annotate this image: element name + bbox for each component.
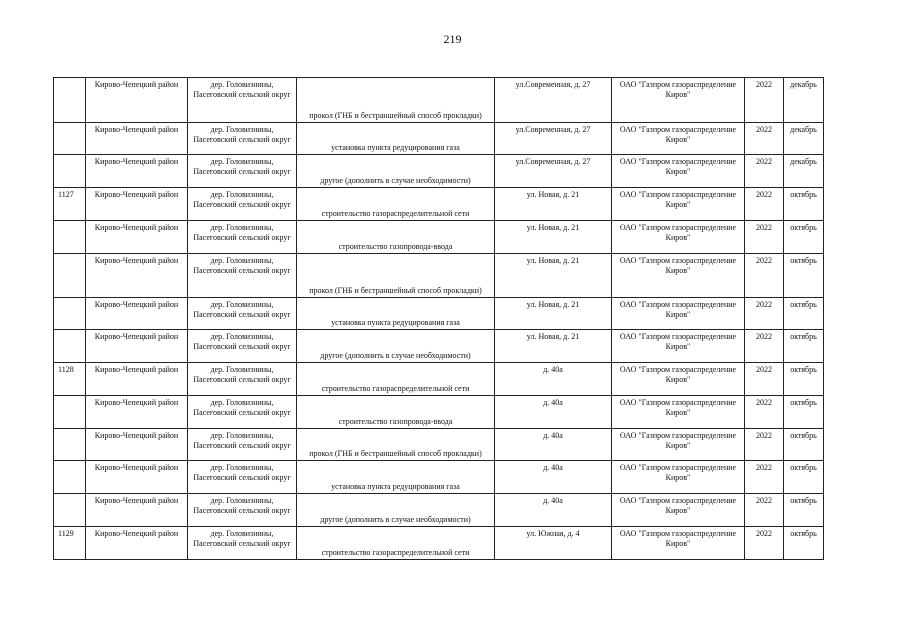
table-row	[54, 363, 824, 396]
organization-text: ОАО "Газпром газораспределение	[619, 463, 737, 472]
locality-text: Пасеговский сельский округ	[193, 539, 291, 548]
row-number-cell	[54, 78, 86, 123]
month-cell	[784, 221, 824, 254]
locality-cell	[188, 155, 297, 188]
address-text: ул. Новая, д. 21	[526, 332, 580, 341]
table-row	[54, 396, 824, 429]
district-cell	[86, 254, 188, 298]
district-cell	[86, 188, 188, 221]
work-type-text: прокол (ГНБ и бестраншейный способ прокладки)	[309, 449, 482, 458]
year-text: 2022	[756, 496, 772, 505]
row-number-cell	[54, 298, 86, 330]
table-row	[54, 221, 824, 254]
year-cell	[745, 396, 784, 429]
row-number-cell	[54, 494, 86, 527]
district-text: Кирово-Чепецкий район	[94, 256, 179, 265]
work-type-text: установка пункта редуцирования газа	[331, 143, 460, 152]
organization-cell	[612, 123, 745, 155]
address-text: д. 40а	[543, 398, 563, 407]
year-cell	[745, 155, 784, 188]
locality-cell	[188, 396, 297, 429]
row-number-text: 1128	[58, 365, 74, 374]
locality-cell	[188, 298, 297, 330]
year-cell	[745, 78, 784, 123]
address-text: ул. Южная, д. 4	[526, 529, 580, 538]
month-text: декабрь	[790, 125, 817, 134]
address-text: д. 40а	[543, 431, 563, 440]
work-type-cell	[297, 155, 495, 188]
row-number-cell	[54, 461, 86, 494]
organization-text: ОАО "Газпром газораспределение	[619, 431, 737, 440]
organization-text: Киров"	[665, 233, 691, 242]
district-cell	[86, 461, 188, 494]
year-cell	[745, 188, 784, 221]
address-text: ул.Современная, д. 27	[515, 80, 591, 89]
month-cell	[784, 123, 824, 155]
district-text: Кирово-Чепецкий район	[94, 463, 179, 472]
row-number-text: 1127	[58, 190, 74, 199]
district-text: Кирово-Чепецкий район	[94, 365, 179, 374]
month-cell	[784, 429, 824, 461]
year-text: 2022	[756, 125, 772, 134]
organization-text: Киров"	[665, 135, 691, 144]
locality-text: дер. Головизнины,	[210, 125, 274, 134]
organization-text: Киров"	[665, 342, 691, 351]
district-text: Кирово-Чепецкий район	[94, 332, 179, 341]
year-cell	[745, 123, 784, 155]
year-text: 2022	[756, 398, 772, 407]
locality-text: Пасеговский сельский округ	[193, 90, 291, 99]
year-cell	[745, 527, 784, 560]
month-text: октябрь	[790, 300, 817, 309]
month-cell	[784, 78, 824, 123]
address-cell	[495, 298, 612, 330]
organization-text: Киров"	[665, 506, 691, 515]
month-text: октябрь	[790, 332, 817, 341]
year-text: 2022	[756, 529, 772, 538]
organization-text: ОАО "Газпром газораспределение	[619, 332, 737, 341]
locality-cell	[188, 188, 297, 221]
month-text: октябрь	[790, 496, 817, 505]
work-type-cell	[297, 298, 495, 330]
table-row	[54, 429, 824, 461]
work-type-text: строительство газораспределительной сети	[321, 384, 470, 393]
work-type-text: другое (дополнить в случае необходимости)	[320, 351, 471, 360]
work-type-text: другое (дополнить в случае необходимости)	[320, 515, 471, 524]
row-number-cell	[54, 330, 86, 363]
row-number-cell	[54, 254, 86, 298]
table-row	[54, 494, 824, 527]
organization-text: ОАО "Газпром газораспределение	[619, 300, 737, 309]
organization-text: ОАО "Газпром газораспределение	[619, 223, 737, 232]
organization-cell	[612, 78, 745, 123]
table-row	[54, 298, 824, 330]
address-cell	[495, 461, 612, 494]
address-text: д. 40а	[543, 463, 563, 472]
work-type-text: прокол (ГНБ и бестраншейный способ прокладки)	[309, 286, 482, 295]
locality-text: Пасеговский сельский округ	[193, 408, 291, 417]
locality-text: Пасеговский сельский округ	[193, 506, 291, 515]
organization-text: ОАО "Газпром газораспределение	[619, 398, 737, 407]
organization-cell	[612, 461, 745, 494]
organization-cell	[612, 155, 745, 188]
address-cell	[495, 396, 612, 429]
year-text: 2022	[756, 463, 772, 472]
district-cell	[86, 494, 188, 527]
organization-text: Киров"	[665, 441, 691, 450]
year-cell	[745, 363, 784, 396]
address-cell	[495, 429, 612, 461]
month-cell	[784, 188, 824, 221]
locality-cell	[188, 254, 297, 298]
locality-cell	[188, 78, 297, 123]
organization-cell	[612, 298, 745, 330]
row-number-cell	[54, 396, 86, 429]
district-cell	[86, 155, 188, 188]
address-text: ул.Современная, д. 27	[515, 157, 591, 166]
district-cell	[86, 123, 188, 155]
locality-text: дер. Головизнины,	[210, 529, 274, 538]
locality-text: Пасеговский сельский округ	[193, 441, 291, 450]
year-cell	[745, 254, 784, 298]
month-cell	[784, 363, 824, 396]
year-text: 2022	[756, 80, 772, 89]
table-row	[54, 78, 824, 123]
locality-cell	[188, 527, 297, 560]
organization-cell	[612, 188, 745, 221]
work-type-text: другое (дополнить в случае необходимости)	[320, 176, 471, 185]
row-number-cell	[54, 363, 86, 396]
year-cell	[745, 429, 784, 461]
work-type-cell	[297, 363, 495, 396]
locality-text: Пасеговский сельский округ	[193, 473, 291, 482]
row-number-cell	[54, 188, 86, 221]
address-cell	[495, 188, 612, 221]
organization-cell	[612, 494, 745, 527]
district-cell	[86, 429, 188, 461]
row-number-cell	[54, 123, 86, 155]
month-text: декабрь	[790, 157, 817, 166]
address-text: д. 40а	[543, 365, 563, 374]
locality-text: дер. Головизнины,	[210, 80, 274, 89]
locality-text: дер. Головизнины,	[210, 496, 274, 505]
table-row	[54, 330, 824, 363]
table-row	[54, 188, 824, 221]
locality-text: дер. Головизнины,	[210, 463, 274, 472]
month-text: октябрь	[790, 190, 817, 199]
district-text: Кирово-Чепецкий район	[94, 80, 179, 89]
month-text: октябрь	[790, 463, 817, 472]
address-cell	[495, 527, 612, 560]
address-cell	[495, 254, 612, 298]
address-cell	[495, 330, 612, 363]
organization-cell	[612, 221, 745, 254]
year-cell	[745, 221, 784, 254]
district-text: Кирово-Чепецкий район	[94, 157, 179, 166]
work-type-cell	[297, 221, 495, 254]
work-type-cell	[297, 494, 495, 527]
organization-text: ОАО "Газпром газораспределение	[619, 529, 737, 538]
district-text: Кирово-Чепецкий район	[94, 300, 179, 309]
work-type-text: строительство газопровода-ввода	[338, 417, 453, 426]
organization-text: Киров"	[665, 266, 691, 275]
year-cell	[745, 330, 784, 363]
district-cell	[86, 298, 188, 330]
year-text: 2022	[756, 300, 772, 309]
district-text: Кирово-Чепецкий район	[94, 223, 179, 232]
organization-cell	[612, 527, 745, 560]
work-type-text: строительство газораспределительной сети	[321, 209, 470, 218]
month-cell	[784, 330, 824, 363]
table-row	[54, 123, 824, 155]
address-text: ул.Современная, д. 27	[515, 125, 591, 134]
work-type-cell	[297, 461, 495, 494]
year-text: 2022	[756, 332, 772, 341]
work-type-text: прокол (ГНБ и бестраншейный способ прокладки)	[309, 111, 482, 120]
month-cell	[784, 298, 824, 330]
locality-text: Пасеговский сельский округ	[193, 310, 291, 319]
row-number-cell	[54, 429, 86, 461]
locality-cell	[188, 330, 297, 363]
district-text: Кирово-Чепецкий район	[94, 398, 179, 407]
organization-text: Киров"	[665, 167, 691, 176]
table-body	[54, 78, 824, 560]
address-cell	[495, 363, 612, 396]
month-text: октябрь	[790, 256, 817, 265]
organization-text: Киров"	[665, 200, 691, 209]
district-cell	[86, 363, 188, 396]
locality-text: дер. Головизнины,	[210, 190, 274, 199]
organization-cell	[612, 396, 745, 429]
address-cell	[495, 123, 612, 155]
district-cell	[86, 330, 188, 363]
row-number-cell	[54, 221, 86, 254]
address-text: ул. Новая, д. 21	[526, 190, 580, 199]
locality-cell	[188, 429, 297, 461]
year-cell	[745, 298, 784, 330]
table-row	[54, 254, 824, 298]
locality-text: дер. Головизнины,	[210, 223, 274, 232]
organization-text: ОАО "Газпром газораспределение	[619, 496, 737, 505]
locality-text: дер. Головизнины,	[210, 365, 274, 374]
month-text: октябрь	[790, 431, 817, 440]
locality-cell	[188, 221, 297, 254]
table-row	[54, 155, 824, 188]
locality-text: дер. Головизнины,	[210, 256, 274, 265]
locality-text: Пасеговский сельский округ	[193, 266, 291, 275]
address-cell	[495, 78, 612, 123]
organization-text: ОАО "Газпром газораспределение	[619, 256, 737, 265]
organization-text: Киров"	[665, 375, 691, 384]
district-text: Кирово-Чепецкий район	[94, 529, 179, 538]
month-cell	[784, 155, 824, 188]
month-text: октябрь	[790, 365, 817, 374]
work-type-cell	[297, 527, 495, 560]
organization-cell	[612, 363, 745, 396]
district-cell	[86, 527, 188, 560]
locality-text: Пасеговский сельский округ	[193, 342, 291, 351]
row-number-text: 1129	[58, 529, 74, 538]
year-text: 2022	[756, 223, 772, 232]
year-text: 2022	[756, 256, 772, 265]
locality-text: Пасеговский сельский округ	[193, 233, 291, 242]
work-type-cell	[297, 254, 495, 298]
row-number-cell	[54, 527, 86, 560]
organization-text: ОАО "Газпром газораспределение	[619, 80, 737, 89]
address-text: ул. Новая, д. 21	[526, 300, 580, 309]
locality-cell	[188, 494, 297, 527]
year-cell	[745, 461, 784, 494]
page-number: 219	[443, 32, 462, 46]
organization-text: Киров"	[665, 310, 691, 319]
district-text: Кирово-Чепецкий район	[94, 125, 179, 134]
work-type-cell	[297, 396, 495, 429]
work-type-text: установка пункта редуцирования газа	[331, 482, 460, 491]
district-cell	[86, 221, 188, 254]
district-cell	[86, 78, 188, 123]
data-table	[53, 77, 824, 560]
locality-text: Пасеговский сельский округ	[193, 200, 291, 209]
month-text: октябрь	[790, 223, 817, 232]
year-text: 2022	[756, 365, 772, 374]
month-text: октябрь	[790, 398, 817, 407]
organization-text: ОАО "Газпром газораспределение	[619, 125, 737, 134]
locality-cell	[188, 363, 297, 396]
locality-cell	[188, 461, 297, 494]
organization-text: Киров"	[665, 539, 691, 548]
organization-text: ОАО "Газпром газораспределение	[619, 365, 737, 374]
locality-text: Пасеговский сельский округ	[193, 375, 291, 384]
month-cell	[784, 254, 824, 298]
locality-text: дер. Головизнины,	[210, 398, 274, 407]
district-text: Кирово-Чепецкий район	[94, 431, 179, 440]
work-type-text: строительство газораспределительной сети	[321, 548, 470, 557]
month-text: декабрь	[790, 80, 817, 89]
locality-text: Пасеговский сельский округ	[193, 167, 291, 176]
work-type-cell	[297, 78, 495, 123]
work-type-cell	[297, 123, 495, 155]
locality-text: Пасеговский сельский округ	[193, 135, 291, 144]
address-text: ул. Новая, д. 21	[526, 223, 580, 232]
year-text: 2022	[756, 431, 772, 440]
month-cell	[784, 494, 824, 527]
district-text: Кирово-Чепецкий район	[94, 190, 179, 199]
district-text: Кирово-Чепецкий район	[94, 496, 179, 505]
address-text: ул. Новая, д. 21	[526, 256, 580, 265]
table-row	[54, 461, 824, 494]
address-cell	[495, 494, 612, 527]
locality-text: дер. Головизнины,	[210, 431, 274, 440]
organization-cell	[612, 330, 745, 363]
year-text: 2022	[756, 157, 772, 166]
month-cell	[784, 527, 824, 560]
locality-cell	[188, 123, 297, 155]
organization-text: Киров"	[665, 408, 691, 417]
row-number-cell	[54, 155, 86, 188]
month-cell	[784, 396, 824, 429]
address-text: д. 40а	[543, 496, 563, 505]
address-cell	[495, 221, 612, 254]
address-cell	[495, 155, 612, 188]
work-type-text: установка пункта редуцирования газа	[331, 318, 460, 327]
locality-text: дер. Головизнины,	[210, 157, 274, 166]
locality-text: дер. Головизнины,	[210, 300, 274, 309]
table-row	[54, 527, 824, 560]
organization-text: ОАО "Газпром газораспределение	[619, 157, 737, 166]
organization-cell	[612, 429, 745, 461]
year-cell	[745, 494, 784, 527]
month-text: октябрь	[790, 529, 817, 538]
organization-cell	[612, 254, 745, 298]
work-type-cell	[297, 188, 495, 221]
work-type-cell	[297, 429, 495, 461]
month-cell	[784, 461, 824, 494]
organization-text: ОАО "Газпром газораспределение	[619, 190, 737, 199]
year-text: 2022	[756, 190, 772, 199]
organization-text: Киров"	[665, 90, 691, 99]
work-type-text: строительство газопровода-ввода	[338, 242, 453, 251]
organization-text: Киров"	[665, 473, 691, 482]
work-type-cell	[297, 330, 495, 363]
locality-text: дер. Головизнины,	[210, 332, 274, 341]
district-cell	[86, 396, 188, 429]
